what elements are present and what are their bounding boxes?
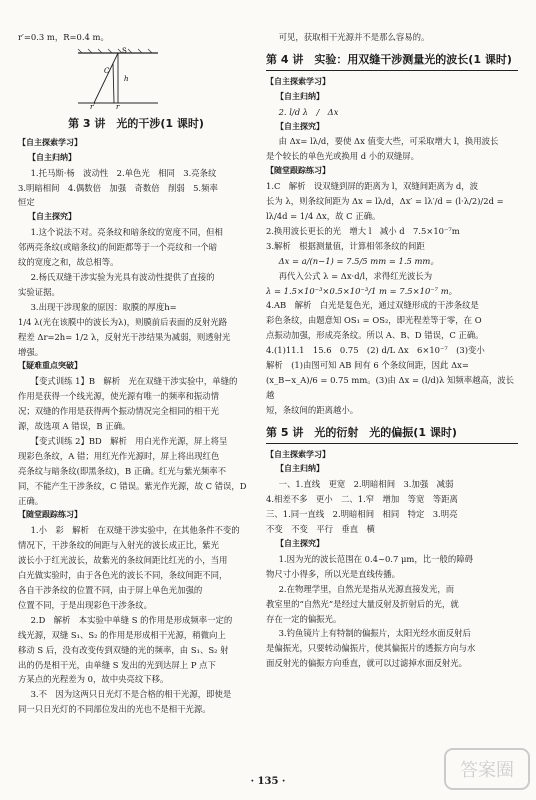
explore5-line-4: 教室里的“自然光”是经过大量反射及折射后的光，就 xyxy=(266,598,459,609)
key-line-4: 源，故选项 A 错误，B 正确。 xyxy=(18,421,131,432)
follow-line-11: 方某点的光程差为 0，故中央亮纹下移。 xyxy=(18,674,169,685)
label-r-prime: r′ xyxy=(90,102,95,109)
explore-line-2: 邻两亮条纹(或暗条纹)的间距都等于一个亮纹和一个暗 xyxy=(18,242,218,253)
explore5-line-5: 存在一定的偏振光。 xyxy=(266,613,342,624)
follow-line-8: 线光源，双缝 S₁、S₂ 的作用是形成相干光源，稍微向上 xyxy=(18,629,226,640)
summary5-line-2: 4.相差不多 更小 二、1.窄 增加 等宽 等距离 xyxy=(266,494,458,505)
explore-line-6: 3.出现干涉现象的原因：取膜的厚度h= xyxy=(30,301,177,312)
follow-line-3: 波长小于红光波长，故紫光的条纹间距比红光的小，当用 xyxy=(18,555,228,566)
summary5-line-4: 不变 不变 平行 垂直 横 xyxy=(266,524,375,535)
summary-line-2: 3.明暗相间 4.偶数倍 加强 奇数倍 削弱 5.频率 xyxy=(18,182,218,193)
lesson4-title: 第 4 讲 实验：用双缝干涉测量光的波长(1 课时) xyxy=(266,53,518,71)
section-explore-4: 【自主探究】 xyxy=(276,121,324,131)
section-explore: 【自主探究】 xyxy=(28,212,76,222)
follow-line-4: 白光做实验时，由于各色光的波长不同，条纹间距不同， xyxy=(18,570,228,581)
watermark-logo xyxy=(444,748,530,790)
follow4-line-1: 1.C 解析 设双缝到屏的距离为 l，双缝间距离为 d，波 xyxy=(266,181,479,192)
key-line-7: 亮条纹与暗条纹(即黑条纹)，B 正确。红光与紫光频率不 xyxy=(18,465,226,476)
explore5-line-1: 1.因为光的波长范围在 0.4~0.7 μm，比一般的障碍 xyxy=(278,553,473,564)
explore5-line-8: 面反射光的偏振方向垂直，就可以过滤掉水面反射光。 xyxy=(266,658,467,669)
follow-line-7: 2.D 解析 本实验中单缝 S 的作用是形成频率一定的 xyxy=(30,614,233,625)
explore-line-9: 增强。 xyxy=(18,346,44,357)
follow-line-9: 移动 S 后，没有改变传到双缝的光的频率，由 S₁、S₂ 射 xyxy=(18,644,229,655)
section-summary-5: 【自主归纳】 xyxy=(276,464,324,474)
lesson5-title: 第 5 讲 光的衍射 光的偏振(1 课时) xyxy=(266,426,518,444)
label-h: h xyxy=(124,74,129,83)
follow4-line-3: lλ/4d = 1/4 Δx，故 C 正确。 xyxy=(266,210,381,221)
follow4-line-5: 3.解析 根据测量值，计算相邻条纹的间距 xyxy=(266,240,425,251)
lesson3-title: 第 3 讲 光的干涉(1 课时) xyxy=(68,116,204,130)
follow-line-12: 3.不 因为这两只日光灯不是合格的相干光源，即使是 xyxy=(30,689,232,700)
follow4-line-12: 4.(1)11.1 15.6 0.75 (2) d/L Δx 6×10⁻⁷ (3)变小 xyxy=(266,345,485,356)
follow4-line-10: 彩色条纹，由题意知 OS₁ = OS₂，即光程差等于零，在 O xyxy=(266,315,482,326)
watermark-text: 答案圈 xyxy=(460,760,514,781)
follow4-line-2: 长为 λ，则条纹间距为 Δx = lλ/d，Δx′ = lλ′/d = (l·λ/2)/2d = xyxy=(266,196,504,207)
section-self-study-5: 【自主探索学习】 xyxy=(266,449,330,459)
follow-line-10: 出的仍是相干光，由单缝 S 发出的光到达屏上 P 点下 xyxy=(18,659,216,670)
summary-line-1: 1.托马斯·杨 波动性 2.单色光 相同 3.亮条纹 xyxy=(30,167,217,178)
key-line-2: 作用是获得一个线光源，使光源有唯一的频率和振动情 xyxy=(18,391,219,402)
section-self-study: 【自主探索学习】 xyxy=(18,137,82,147)
label-r: r xyxy=(116,102,120,109)
follow4-line-4: 2.换用波长更长的光 增大 l 减小 d 7.5×10⁻⁷m xyxy=(266,225,460,236)
summary5-line-3: 三、1.同一直线 2.明暗相间 相同 特定 3.明亮 xyxy=(266,509,458,520)
follow4-line-14: (x_B−x_A)/6 = 0.75 mm。(3)由 Δx = (l/d)λ 知频率越高，波长越 xyxy=(266,374,515,400)
follow-line-2: 情况下，干涉条纹的间距与入射光的波长成正比，紫光 xyxy=(18,540,219,551)
explore4-line-1: 由 Δx= lλ/d，要使 Δx 值变大些，可采取增大 l，换用波长 xyxy=(278,136,499,147)
summary5-line-1: 一、1.直线 更宽 2.明暗相间 3.加强 减弱 xyxy=(278,479,454,490)
follow4-line-9: 4.AB 解析 白光是复色光，通过双缝形成的干涉条纹是 xyxy=(266,300,479,311)
key-line-1: 【变式训练 1】B 解析 光在双缝干涉实验中，单缝的 xyxy=(30,376,238,387)
section-follow-4: 【随堂跟踪练习】 xyxy=(266,166,330,176)
explore-line-7: 1/4 λ(光在该膜中的波长为λ)，则膜前后表面的反射光路 xyxy=(18,316,228,327)
key-line-5: 【变式训练 2】BD 解析 用白光作光源，屏上将呈 xyxy=(30,435,228,446)
follow-line-13: 同一只日光灯的不同部位发出的光也不是相干光源。 xyxy=(18,704,211,715)
label-s: S xyxy=(122,46,127,55)
section-follow-practice: 【随堂跟踪练习】 xyxy=(18,510,82,520)
label-c: C xyxy=(104,66,110,75)
reflection-diagram xyxy=(18,47,254,109)
diagram-figure xyxy=(18,47,254,109)
explore-line-1: 1.这个说法不对。亮条纹和暗条纹的宽度不同，但相 xyxy=(30,227,223,238)
left-column xyxy=(18,30,254,717)
section-explore-5: 【自主探究】 xyxy=(276,539,324,548)
summary-line-4: 2. l/d λ / Δx xyxy=(278,106,339,117)
follow4-line-11: 点振动加强，形成亮条纹。所以 A、B、D 错误，C 正确。 xyxy=(266,330,484,341)
summary-line-3: 恒定 xyxy=(18,197,35,208)
follow4-line-8: λ = 1.5×10⁻³×0.5×10⁻³/1 m = 7.5×10⁻⁷ m。 xyxy=(266,285,458,296)
explore-line-5: 实验证据。 xyxy=(18,286,60,297)
section-key-points: 【疑难重点突破】 xyxy=(18,361,82,371)
key-line-6: 现彩色条纹，A 错；用红光作光源时，屏上将出现红色 xyxy=(18,450,220,461)
right-column xyxy=(266,30,518,671)
page-number: · 135 · xyxy=(250,776,286,787)
explore-line-4: 2.杨氏双缝干涉实验为光具有波动性提供了直接的 xyxy=(30,271,215,282)
top-line: r′=0.3 m，R=0.4 m。 xyxy=(18,32,109,42)
key-line-3: 况；双缝的作用是获得两个振动情况完全相同的相干光 xyxy=(18,406,219,417)
section-summary: 【自主归纳】 xyxy=(28,152,76,162)
follow4-line-7: 再代入公式 λ = Δx·d/l，求得红光波长为 xyxy=(278,270,433,281)
key-line-8: 同，不能产生干涉条纹，C 错误。紫光作光源，故 C 错误，D 正确。 xyxy=(18,480,247,506)
follow-line-1: 1.小 彩 解析 在双缝干涉实验中，在其他条件不变的 xyxy=(30,525,240,536)
follow4-line-15: 短，条纹间的距离越小。 xyxy=(266,404,359,415)
explore4-line-2: 是个较长的单色光或换用 d 小的双缝屏。 xyxy=(266,151,420,162)
follow4-line-13: 解析 (1)由图可知 AB 间有 6 个条纹间距，因此 Δx= xyxy=(266,360,469,371)
explore5-line-6: 3.钓鱼镜片上有特制的偏振片，太阳光经水面反射后 xyxy=(278,628,471,639)
explore-line-8: 程差 Δr=2h= 1/2 λ，反射光干涉结果为减弱，则透射光 xyxy=(18,331,231,342)
section-summary-4: 【自主归纳】 xyxy=(276,91,324,101)
follow-line-6: 位置不同，于是出现彩色干涉条纹。 xyxy=(18,599,152,610)
follow-line-5: 各自干涉条纹的位置不同，由于屏上单色光加强的 xyxy=(18,585,203,595)
section-self-study-4: 【自主探索学习】 xyxy=(266,76,330,86)
explore5-line-2: 物尺寸小得多，所以光是直线传播。 xyxy=(266,568,400,579)
explore5-line-3: 2.在物理学里，自然光是指从光源直接发光，而 xyxy=(278,583,455,594)
follow4-line-6: Δx = a/(n−1) = 7.5/5 mm = 1.5 mm。 xyxy=(278,255,439,266)
right-top-line: 可见，获取相干光源并不是那么容易的。 xyxy=(278,32,430,42)
explore5-line-7: 是偏振光，只要转动偏振片，使其偏振片的透振方向与水 xyxy=(266,643,476,654)
explore-line-3: 纹的宽度之和，故总相等。 xyxy=(18,257,119,268)
